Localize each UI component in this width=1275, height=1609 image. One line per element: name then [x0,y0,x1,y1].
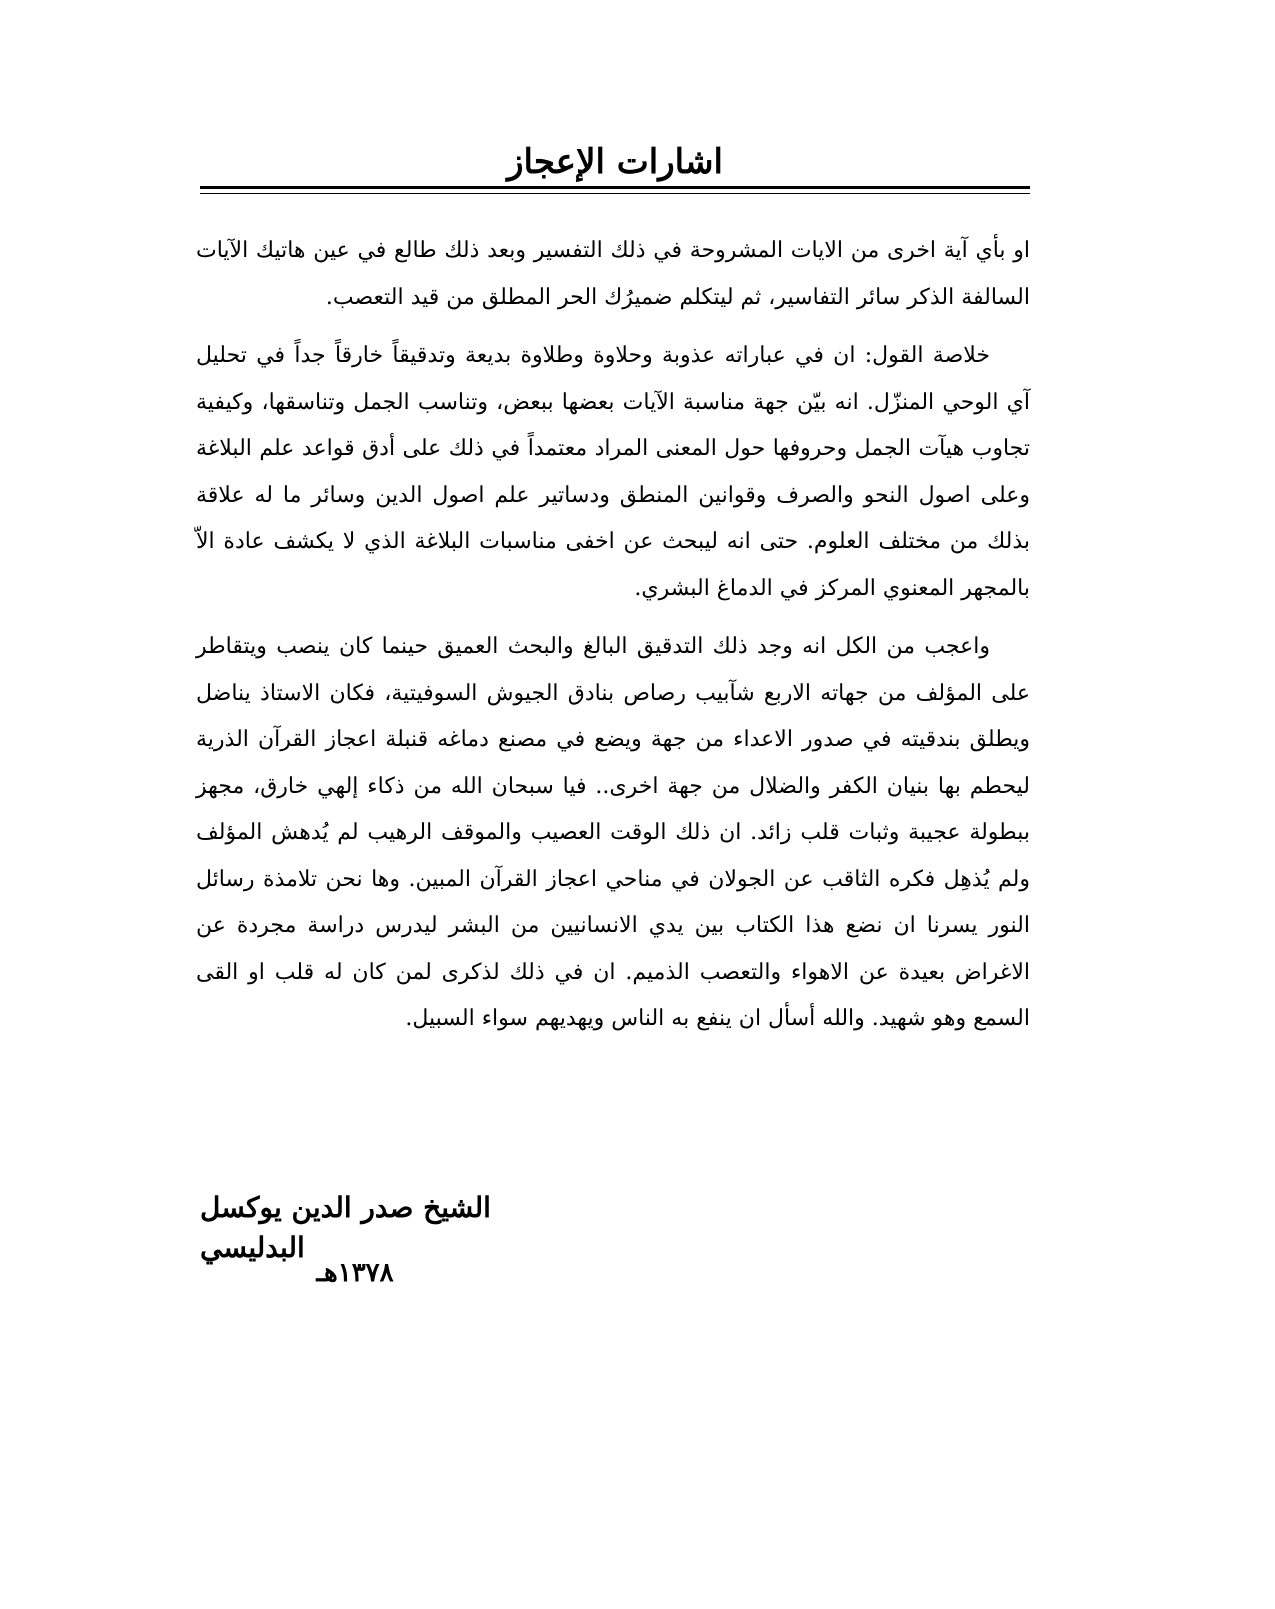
paragraph-2: خلاصة القول: ان في عباراته عذوبة وحلاوة وطلاوة بديعة وتدقيقاً خارقاً جداً في تحليل آي الوحي المنزّل. انه بيّن جهة مناسبة الآيات بعضها ببعض، وتناسب الجمل وتناسقها، وكيفية تجاوب هيآت الجمل وحروفها حول المعنى المراد معتمداً في ذلك على أدق قواعد علم البلاغة وعلى اصول النحو والصرف وقوانين المنطق ودساتير علم اصول الدين وسائر ما له علاقة بذلك من مختلف العلوم. حتى انه ليبحث عن اخفى مناسبات البلاغة الذي لا يكشف عادة الاّ بالمجهر المعنوي المركز في الدماغ البشري. [196,343,1030,601]
body-text [196,228,1030,1055]
hijri-date: ١٣٧٨هـ [316,1258,394,1288]
header-rule-thick [200,186,1030,189]
header-rule-thin [200,193,1030,194]
paragraph-3: واعجب من الكل انه وجد ذلك التدقيق البالغ والبحث العميق حينما كان ينصب ويتقاطر على المؤلف من جهاته الاربع شآبيب رصاص بنادق الجيوش السوفيتية، فكان الاستاذ يناضل ويطلق بندقيته في صدور الاعداء من جهة ويضع في مصنع دماغه قنبلة اعجاز القرآن الذرية ليحطم بها بنيان الكفر والضلال من جهة اخرى.. فيا سبحان الله من ذكاء إلهي خارق، مجهز ببطولة عجيبة وثبات قلب زائد. ان ذلك الوقت العصيب والموقف الرهيب لم يُدهش المؤلف ولم يُذهِل فكره الثاقب عن الجولان في مناحي اعجاز القرآن المبين. وها نحن تلامذة رسائل النور يسرنا ان نضع هذا الكتاب بين يدي الانسانيين من البشر ليدرس دراسة مجردة عن الاغراض بعيدة عن الاهواء والتعصب الذميم. ان في ذلك لذكرى لمن كان له قلب او القى السمع وهو شهيد. والله أسأل ان ينفع به الناس ويهديهم سواء السبيل. [196,634,1030,1031]
author-signature: الشيخ صدر الدين يوكسل البدليسي [200,1191,491,1264]
paragraph-1: او بأي آية اخرى من الايات المشروحة في ذلك التفسير وبعد ذلك طالع في عين هاتيك الآيات السالفة الذكر سائر التفاسير، ثم ليتكلم ضميرُك الحر المطلق من قيد التعصب. [196,238,1030,310]
running-title: اشارات الإعجاز [507,142,723,182]
